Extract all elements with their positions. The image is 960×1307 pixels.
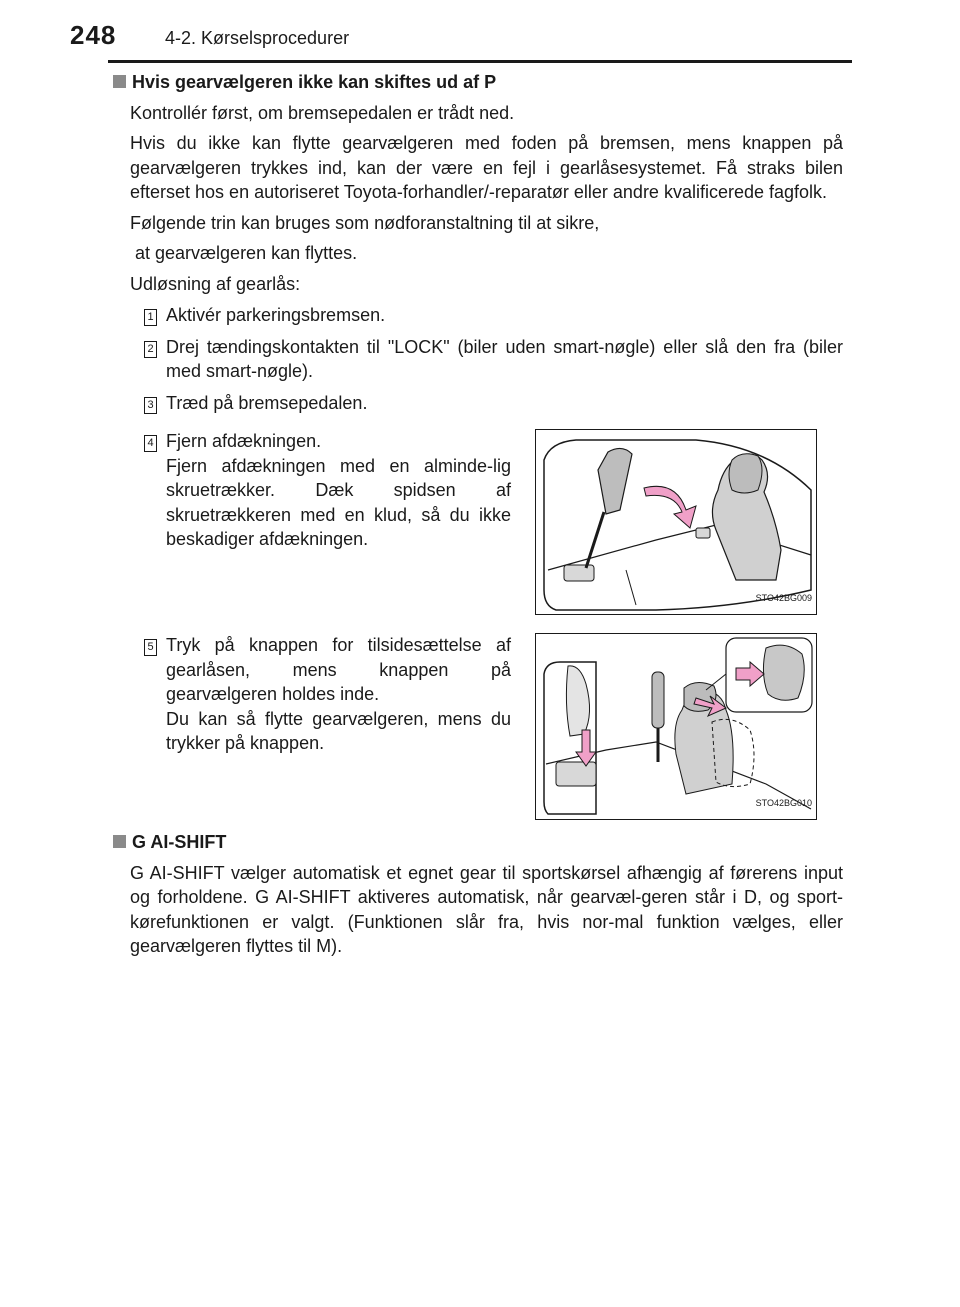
- paragraph: Hvis du ikke kan flytte gearvælgeren med foden på bremsen, mens knappen på gearvælgeren trykkes ind, kan der være en fejl i gearlåsesystemet. Få straks bilen efterset hos en autoriseret Toyota-forhandler/-reparatør eller andre kvalificerede fagfolk.: [130, 133, 843, 202]
- figure-code: STO42BG009: [755, 592, 812, 603]
- step-number: 5: [144, 639, 157, 656]
- page-number: 248: [70, 20, 117, 50]
- square-bullet-icon: [113, 75, 126, 88]
- figure-code: STO42BG010: [755, 797, 812, 808]
- figure-remove-cover: [535, 429, 817, 615]
- section-heading-gear-lock: Hvis gearvælgeren ikke kan skiftes ud af P: [113, 70, 843, 95]
- square-bullet-icon: [113, 835, 126, 848]
- step-item: [130, 303, 843, 328]
- paragraph: Følgende trin kan bruges som nødforanstaltning til at sikre,: [130, 212, 600, 233]
- paragraph: G AI-SHIFT vælger automatisk et egnet gear til sportskørsel afhængig af førerens input og forholdene. G AI-SHIFT aktiveres automatisk, når gearvæl-geren står i D, og sport-kørefunktionen er valgt. (Funktionen slår fra, hvis nor-mal funktion vælges, eller gearvælgeren flyttes til M).: [130, 862, 843, 956]
- step-row: [130, 633, 843, 828]
- step-number: 3: [144, 397, 157, 414]
- figure-release-button: [535, 633, 817, 820]
- header-rule: [108, 60, 852, 63]
- paragraph: Udløsning af gearlås:: [130, 273, 301, 294]
- step-text: Fjern afdækningen.: [166, 431, 322, 451]
- step-number: 1: [144, 309, 157, 326]
- step-list: [130, 303, 843, 828]
- step-item: [130, 429, 511, 552]
- step-text: Træd på bremsepedalen.: [166, 392, 368, 413]
- step-detail: Du kan så flytte gearvælgeren, mens du trykker på knappen.: [166, 708, 511, 753]
- step-number: 2: [144, 341, 157, 358]
- page-body: [113, 70, 843, 959]
- paragraph: at gearvælgeren kan flyttes.: [130, 243, 358, 263]
- step-item: [130, 633, 511, 756]
- step-number: 4: [144, 435, 157, 452]
- step-row: [130, 429, 843, 625]
- paragraph: Kontrollér først, om bremsepedalen er trådt ned.: [130, 102, 515, 123]
- step-text: Drej tændingskontakten til "LOCK" (biler uden smart-nøgle) eller slå den fra (biler med smart-nøgle).: [166, 336, 843, 381]
- step-text: Aktivér parkeringsbremsen.: [166, 305, 386, 325]
- step-item: [130, 391, 843, 416]
- section-title: 4-2. Kørselsprocedurer: [165, 28, 350, 48]
- step-detail: Fjern afdækningen med en alminde-lig skruetrækker. Dæk spidsen af skruetrækkeren med en klud, så du ikke beskadiger afdækningen.: [166, 455, 511, 549]
- step-item: [130, 335, 843, 384]
- section-heading-ai-shift: G AI-SHIFT: [113, 830, 843, 855]
- page-header: [0, 0, 960, 60]
- step-text: Tryk på knappen for tilsidesættelse af gearlåsen, mens knappen på gearvælgeren holdes inde.: [166, 635, 511, 704]
